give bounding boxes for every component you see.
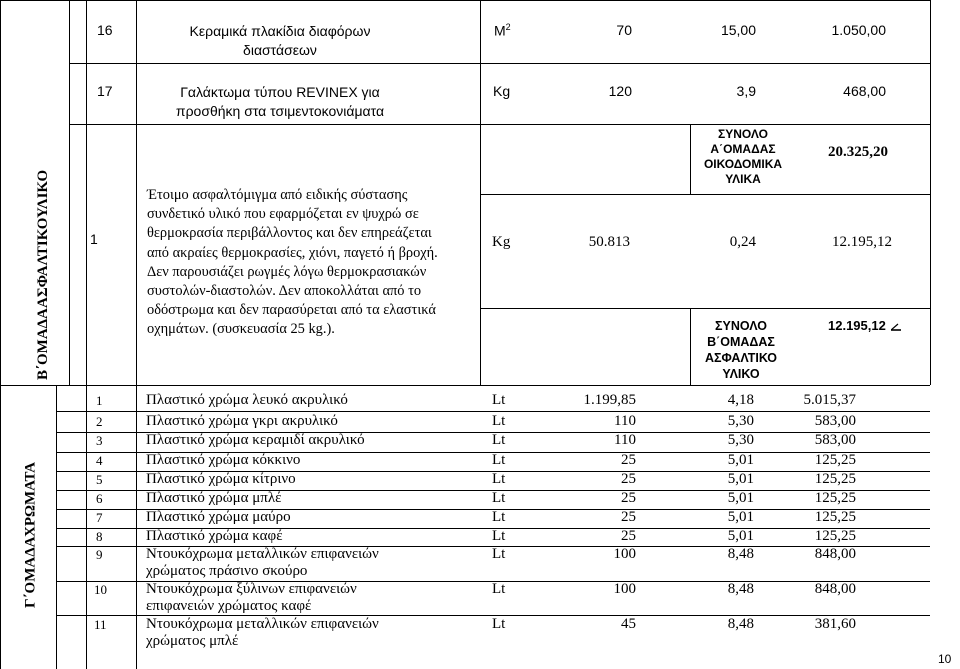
group-c-row-no: 8 — [96, 529, 103, 544]
group-b-desc-line4: από ακραίες θερμοκρασίες, χιόνι, παγετό ή βροχή. — [147, 244, 438, 261]
group-b-desc-line1: Έτοιμο ασφαλτόμιγμα από ειδικής σύστασης — [147, 187, 408, 203]
group-c-row-total: 848,00 — [814, 581, 856, 597]
group-c-row-desc-line: χρώματος πράσινο σκούρο — [146, 563, 308, 579]
group-c-row-qty: 110 — [614, 413, 636, 429]
row-border-subtotal-a — [480, 194, 930, 195]
group-c-row-qty: 25 — [621, 528, 636, 544]
subtotal-a-label-line1: ΣΥΝΟΛΟ — [718, 127, 768, 141]
group-c-row-no: 7 — [96, 510, 103, 525]
group-c-label-line2: ΧΡΩΜΑΤΑ — [22, 461, 39, 537]
group-b-item-desc — [147, 186, 438, 340]
group-c-row-desc — [146, 432, 365, 449]
group-c-row-no: 11 — [94, 617, 107, 632]
group-c-row-qty: 25 — [621, 509, 636, 525]
group-c-row-price: 5,01 — [727, 509, 754, 525]
table-border-top — [0, 0, 930, 1]
group-c-row-desc — [146, 392, 348, 409]
group-b-desc-line5: Δεν παρουσιάζει ρωγμές λόγω θερμοκρασιακών — [147, 263, 427, 280]
group-c-row-unit: Lt — [492, 452, 506, 468]
row-16-desc — [170, 22, 390, 60]
group-c-row-total: 125,25 — [814, 490, 856, 506]
group-c-row-desc-line: Πλαστικό χρώμα μπλέ — [146, 490, 282, 506]
group-c-row-no: 10 — [94, 582, 107, 597]
group-c-row-desc — [146, 528, 283, 545]
group-c-row-desc — [146, 581, 357, 615]
page-number: 10 — [938, 652, 952, 666]
group-c-row-unit: Lt — [492, 413, 506, 429]
group-c-row-desc-line: επιφανειών χρώματος καφέ — [146, 598, 312, 614]
group-c-row-desc-line: Πλαστικό χρώμα κεραμιδί ακρυλικό — [146, 432, 365, 448]
subtotal-b-label-line3: ΑΣΦΑΛΤΙΚΟ — [704, 351, 778, 365]
group-c-row-qty: 25 — [621, 490, 636, 506]
row-16-unit — [494, 22, 511, 39]
group-c-row-unit: Lt — [492, 490, 506, 506]
subtotal-a-label-line4: ΥΛΙΚΑ — [725, 172, 761, 186]
group-c-row-unit: Lt — [492, 471, 506, 487]
row-17-desc-line1: Γαλάκτωμα τύπου REVINEX για — [180, 84, 380, 100]
group-c-row-no: 3 — [96, 433, 103, 448]
group-b-item-total: 12.195,12 — [832, 234, 892, 250]
group-b-item-qty: 50.813 — [588, 234, 630, 250]
group-c-row-price: 8,48 — [727, 581, 754, 597]
row-17-qty: 120 — [608, 83, 632, 99]
group-c-row-desc-line: Ντουκόχρωμα ξύλινων επιφανειών — [146, 581, 357, 597]
row-17-no: 17 — [97, 83, 113, 99]
group-c-row-total: 125,25 — [814, 509, 856, 525]
group-c-row-total: 848,00 — [814, 546, 856, 562]
row-16-desc-line2: διαστάσεων — [243, 42, 317, 58]
row-17-unit: Kg — [493, 83, 511, 99]
group-c-row-total: 583,00 — [814, 413, 856, 429]
group-b-desc-line2: συνδετικό υλικό που εφαρμόζεται εν ψυχρώ σε — [147, 206, 419, 223]
group-c-row-qty: 100 — [613, 581, 636, 597]
group-b-label-line1: Β΄ΟΜΑΔΑ — [35, 308, 51, 381]
row-16-unit-text: Μ — [494, 22, 506, 39]
subtotal-b-value — [828, 318, 901, 333]
group-c-row-desc-line: Πλαστικό χρώμα κόκκινο — [146, 452, 301, 468]
group-c-row-total: 5.015,37 — [803, 392, 856, 408]
group-c-row-qty: 110 — [614, 432, 636, 448]
row-border-item-b — [480, 308, 930, 309]
subtotal-a-label-line3: ΟΙΚΟΔΟΜΙΚΑ — [703, 157, 783, 171]
group-c-row-total: 125,25 — [814, 471, 856, 487]
group-c-row-qty: 100 — [613, 546, 636, 562]
group-c-row-unit: Lt — [492, 392, 506, 408]
subtotal-b-label-line2: Β΄ΟΜΑΔΑΣ — [707, 335, 775, 349]
row-17-price: 3,9 — [736, 83, 756, 99]
group-c-row-unit: Lt — [492, 581, 506, 597]
row-16-no: 16 — [97, 22, 113, 38]
group-c-row-no: 6 — [96, 491, 103, 506]
row-16-desc-line1: Κεραμικά πλακίδια διαφόρων — [189, 23, 371, 39]
group-c-row-unit: Lt — [492, 546, 506, 562]
group-c-row-no: 4 — [96, 453, 103, 468]
group-c-row-total: 125,25 — [814, 528, 856, 544]
group-c-row-no: 2 — [96, 414, 103, 429]
section-border-c — [0, 385, 930, 386]
group-c-row-qty: 45 — [621, 616, 636, 632]
col-border-desc — [136, 0, 137, 669]
row-16-price: 15,00 — [720, 22, 756, 38]
group-b-desc-line8: οχημάτων. (συσκευασία 25 kg.). — [147, 321, 335, 338]
table-border-right — [930, 0, 931, 385]
group-c-row-desc-line: Πλαστικό χρώμα λευκό ακρυλικό — [146, 392, 348, 408]
group-c-row-total: 583,00 — [814, 432, 856, 448]
group-c-row-desc-line: Πλαστικό χρώμα γκρι ακρυλικό — [146, 413, 338, 429]
group-c-row-total: 381,60 — [814, 616, 856, 632]
group-b-item-price: 0,24 — [729, 234, 756, 250]
col-border-no — [86, 0, 87, 669]
row-16-total: 1.050,00 — [831, 22, 886, 38]
group-c-row-desc — [146, 490, 281, 507]
table-border-left — [0, 0, 1, 669]
underline-mark-icon — [891, 321, 901, 331]
group-c-row-desc — [146, 616, 379, 650]
col-border-unit — [480, 0, 481, 385]
group-c-row-desc-line: Ντουκόχρωμα μεταλλικών επιφανειών — [146, 546, 379, 562]
row-17-desc — [160, 83, 400, 121]
group-c-row-qty: 25 — [621, 452, 636, 468]
group-c-row-unit: Lt — [492, 509, 506, 525]
group-c-row-desc-line: χρώματος μπλέ — [146, 633, 239, 649]
row-border-17 — [69, 124, 930, 125]
group-c-row-price: 4,18 — [727, 392, 754, 408]
row-16-qty: 70 — [616, 22, 632, 38]
group-b-label-line2: ΑΣΦΑΛΤΙΚΟ — [35, 217, 51, 309]
group-b-item-no: 1 — [90, 231, 98, 247]
group-c-row-price: 8,48 — [727, 546, 754, 562]
group-c-row-total: 125,25 — [814, 452, 856, 468]
group-c-row-price: 5,01 — [727, 471, 754, 487]
group-c-row-no: 9 — [96, 547, 103, 562]
row-16-unit-sup: 2 — [505, 22, 511, 32]
group-c-row-desc — [146, 509, 291, 526]
subtotal-b-label — [690, 318, 792, 382]
group-b-desc-line6: συστολών-διαστολών. Δεν αποκολλάται από το — [147, 283, 422, 300]
group-c-row-price: 5,30 — [727, 413, 754, 429]
col-border-group-c — [56, 385, 57, 669]
subtotal-b-label-line4: ΥΛΙΚΟ — [722, 367, 760, 381]
group-b-label-line3: ΥΛΙΚΟ — [35, 169, 51, 218]
group-c-row-desc — [146, 413, 338, 430]
group-c-row-unit: Lt — [492, 432, 506, 448]
subtotal-b-value-text: 12.195,12 — [828, 318, 886, 333]
group-c-row-qty: 1.199,85 — [583, 392, 636, 408]
group-c-row-desc — [146, 452, 300, 469]
group-c-row-desc — [146, 546, 379, 580]
group-c-row-price: 5,30 — [727, 432, 754, 448]
group-c-row-qty: 25 — [621, 471, 636, 487]
row-border-16 — [69, 63, 930, 64]
subtotal-a-value: 20.325,20 — [828, 144, 888, 160]
group-b-label — [18, 169, 69, 381]
group-c-label — [10, 461, 52, 609]
col-border-group — [69, 0, 70, 385]
subtotal-a-label — [690, 127, 796, 187]
group-c-row-price: 8,48 — [727, 616, 754, 632]
group-c-row-unit: Lt — [492, 616, 506, 632]
group-b-desc-line3: θερμοκρασία περιβάλλοντος και δεν επηρεάζεται — [147, 225, 432, 242]
subtotal-b-label-line1: ΣΥΝΟΛΟ — [715, 319, 767, 333]
group-c-label-line1: Γ΄ΟΜΑΔΑ — [22, 536, 39, 609]
group-c-row-unit: Lt — [492, 528, 506, 544]
group-c-row-no: 1 — [96, 393, 103, 408]
group-c-row-desc-line: Πλαστικό χρώμα κίτρινο — [146, 471, 296, 487]
group-c-row-desc-line: Πλαστικό χρώμα μαύρο — [146, 509, 291, 525]
group-b-item-unit: Kg — [492, 234, 511, 250]
subtotal-a-label-line2: Α΄ΟΜΑΔΑΣ — [710, 142, 776, 156]
group-c-row-desc — [146, 471, 296, 488]
row-17-total: 468,00 — [843, 83, 886, 99]
group-c-row-desc-line: Ντουκόχρωμα μεταλλικών επιφανειών — [146, 616, 379, 632]
group-b-desc-line7: οδόστρωμα και δεν παρασύρεται από τα ελαστικά — [147, 302, 436, 319]
group-c-row-price: 5,01 — [727, 490, 754, 506]
group-c-row-price: 5,01 — [727, 528, 754, 544]
row-border-c1 — [56, 411, 930, 412]
group-c-row-price: 5,01 — [727, 452, 754, 468]
group-c-row-no: 5 — [96, 472, 103, 487]
group-c-row-desc-line: Πλαστικό χρώμα καφέ — [146, 528, 283, 544]
row-17-desc-line2: προσθήκη στα τσιμεντοκονιάματα — [175, 103, 385, 119]
